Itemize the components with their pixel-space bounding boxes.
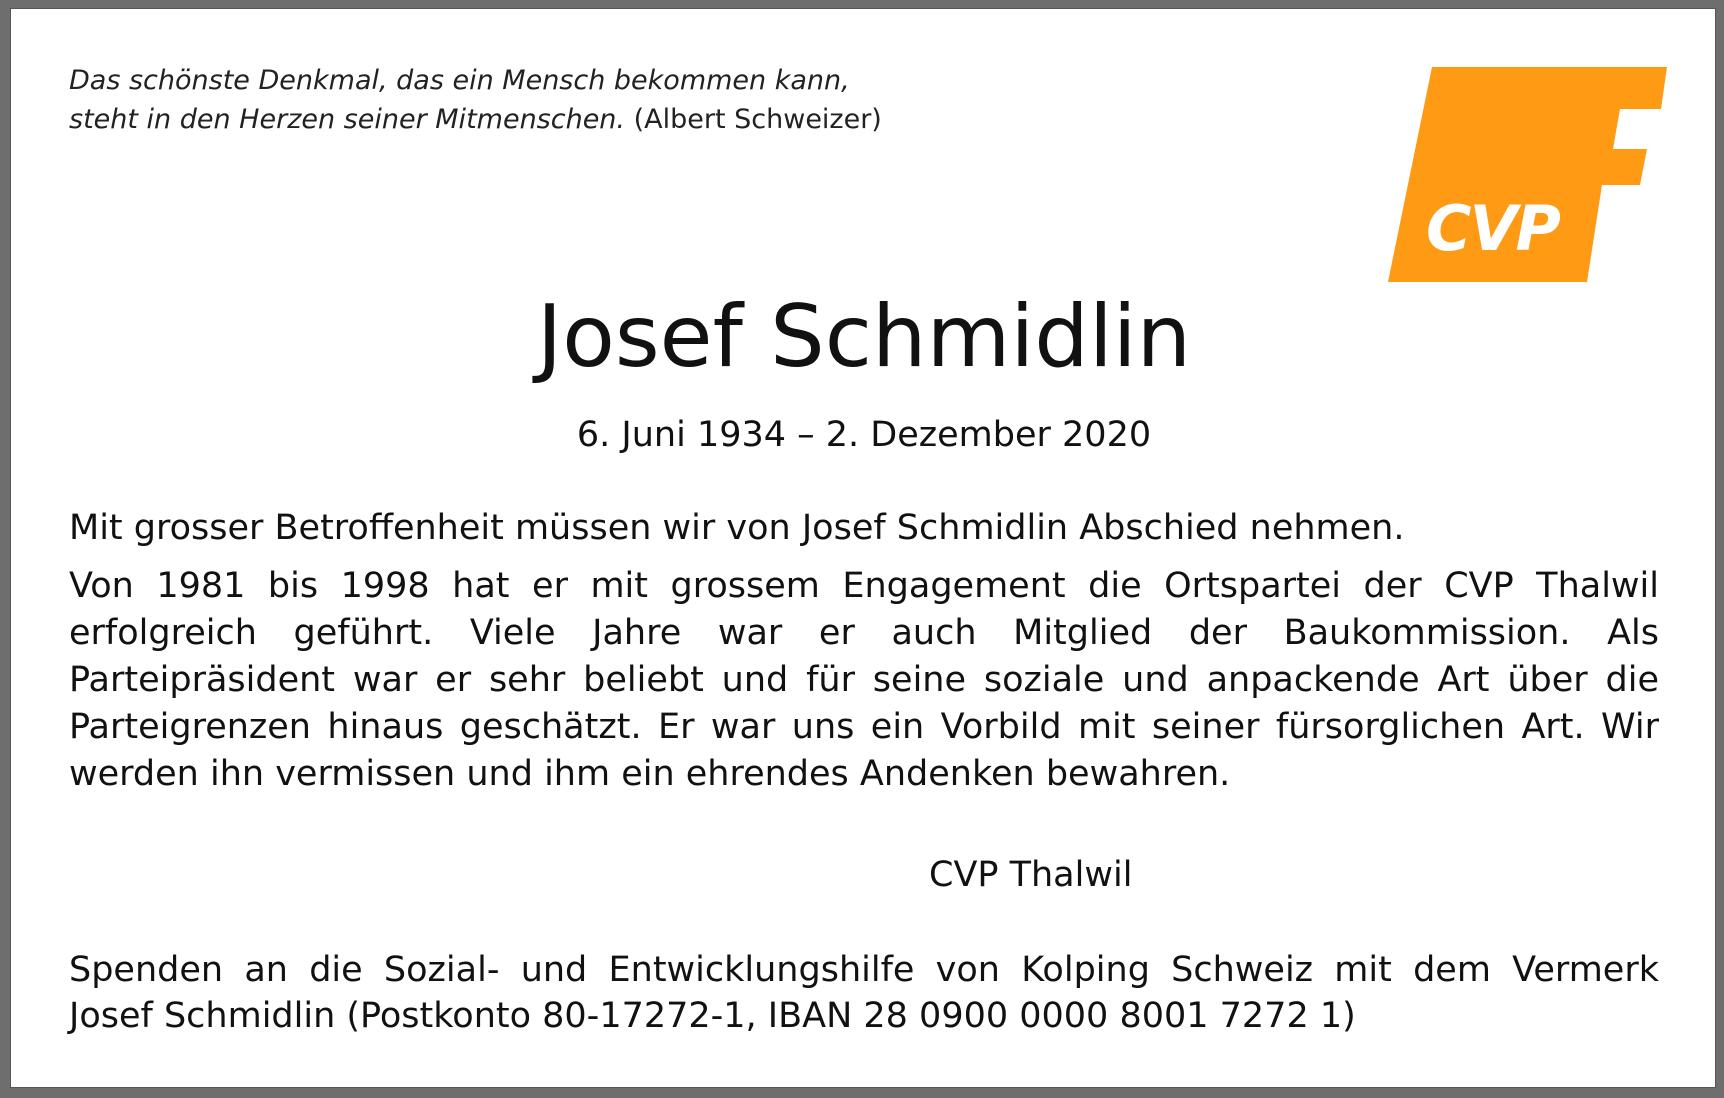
tribute-paragraph: Von 1981 bis 1998 hat er mit grossem Engagement die Ortspartei der CVP Thalwil erfolgreich geführt. Viele Jahre war er auch Mitglied der Baukommission. Als Parteipräsident war er sehr beliebt und für seine soziale und anpackende Art über die Parteigrenzen hinaus geschätzt. Er war uns ein Vorbild mit seiner fürsorglichen Art. Wir werden ihn vermissen und ihm ein ehrendes Andenken bewahren. bbox=[69, 566, 1659, 794]
quote-author: (Albert Schweizer) bbox=[633, 104, 882, 135]
quote-line-1: Das schönste Denkmal, das ein Mensch bekommen kann, bbox=[69, 65, 850, 96]
donation-line-2: Josef Schmidlin (Postkonto 80-17272-1, IBAN 28 0900 0000 8001 7272 1) bbox=[69, 996, 1356, 1036]
quote-line-2 bbox=[69, 100, 1169, 139]
donation-line-1: Spenden an die Sozial- und Entwicklungshilfe von Kolping Schweiz mit dem Vermerk bbox=[69, 950, 1659, 990]
cvp-logo bbox=[1388, 67, 1667, 282]
signature: CVP Thalwil bbox=[929, 855, 1133, 895]
cvp-logo-text: CVP bbox=[1426, 192, 1559, 265]
quote-text: steht in den Herzen seiner Mitmenschen. bbox=[69, 104, 626, 135]
deceased-name: Josef Schmidlin bbox=[536, 287, 1192, 387]
lead-sentence: Mit grosser Betroffenheit müssen wir von Josef Schmidlin Abschied nehmen. bbox=[69, 508, 1405, 548]
quote bbox=[69, 61, 1169, 139]
obituary-card bbox=[10, 8, 1716, 1088]
donation-note bbox=[69, 947, 1659, 1039]
life-dates: 6. Juni 1934 – 2. Dezember 2020 bbox=[576, 415, 1152, 455]
